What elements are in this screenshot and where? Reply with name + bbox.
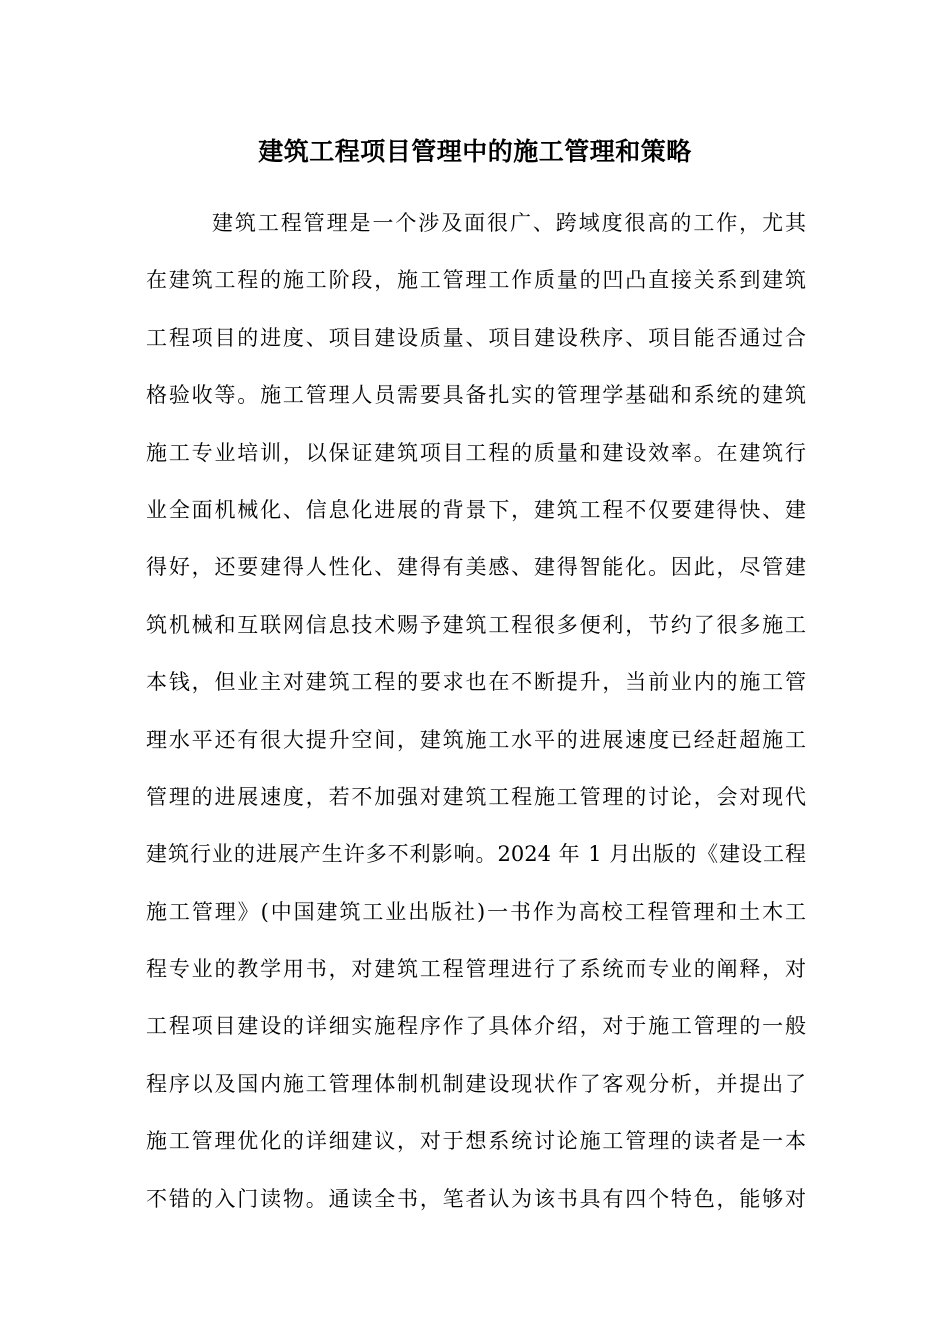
paragraph-line-11: 管理的进展速度，若不加强对建筑工程施工管理的讨论，会对现代 bbox=[146, 784, 806, 809]
paragraph-line-7: 得好，还要建得人性化、建得有美感、建得智能化。因此，尽管建 bbox=[146, 555, 806, 580]
body-paragraph bbox=[146, 202, 806, 1235]
paragraph-line-8: 筑机械和互联网信息技术赐予建筑工程很多便利，节约了很多施工 bbox=[146, 612, 806, 637]
paragraph-line-2: 在建筑工程的施工阶段，施工管理工作质量的凹凸直接关系到建筑 bbox=[146, 268, 806, 293]
paragraph-line-10: 理水平还有很大提升空间，建筑施工水平的进展速度已经赶超施工 bbox=[146, 727, 806, 752]
paragraph-line-15: 工程项目建设的详细实施程序作了具体介绍，对于施工管理的一般 bbox=[146, 1014, 806, 1039]
paragraph-line-17: 施工管理优化的详细建议，对于想系统讨论施工管理的读者是一本 bbox=[146, 1129, 806, 1154]
paragraph-line-12: 建筑行业的进展产生许多不利影响。2024 年 1 月出版的《建设工程 bbox=[146, 842, 806, 867]
paragraph-line-9: 本钱，但业主对建筑工程的要求也在不断提升，当前业内的施工管 bbox=[146, 670, 806, 695]
paragraph-line-16: 程序以及国内施工管理体制机制建设现状作了客观分析，并提出了 bbox=[146, 1071, 806, 1096]
paragraph-line-18: 不错的入门读物。通读全书，笔者认为该书具有四个特色，能够对 bbox=[146, 1186, 806, 1211]
paragraph-line-3: 工程项目的进度、项目建设质量、项目建设秩序、项目能否通过合 bbox=[146, 325, 806, 350]
document-title: 建筑工程项目管理中的施工管理和策略 bbox=[258, 137, 692, 166]
paragraph-line-14: 程专业的教学用书，对建筑工程管理进行了系统而专业的阐释，对 bbox=[146, 957, 806, 982]
paragraph-line-13: 施工管理》(中国建筑工业出版社)一书作为高校工程管理和土木工 bbox=[146, 899, 806, 924]
paragraph-line-6: 业全面机械化、信息化进展的背景下，建筑工程不仅要建得快、建 bbox=[146, 497, 806, 522]
paragraph-line-5: 施工专业培训，以保证建筑项目工程的质量和建设效率。在建筑行 bbox=[146, 440, 806, 465]
paragraph-line-1: 建筑工程管理是一个涉及面很广、跨域度很高的工作，尤其 bbox=[212, 211, 806, 235]
paragraph-line-4: 格验收等。施工管理人员需要具备扎实的管理学基础和系统的建筑 bbox=[146, 383, 806, 408]
